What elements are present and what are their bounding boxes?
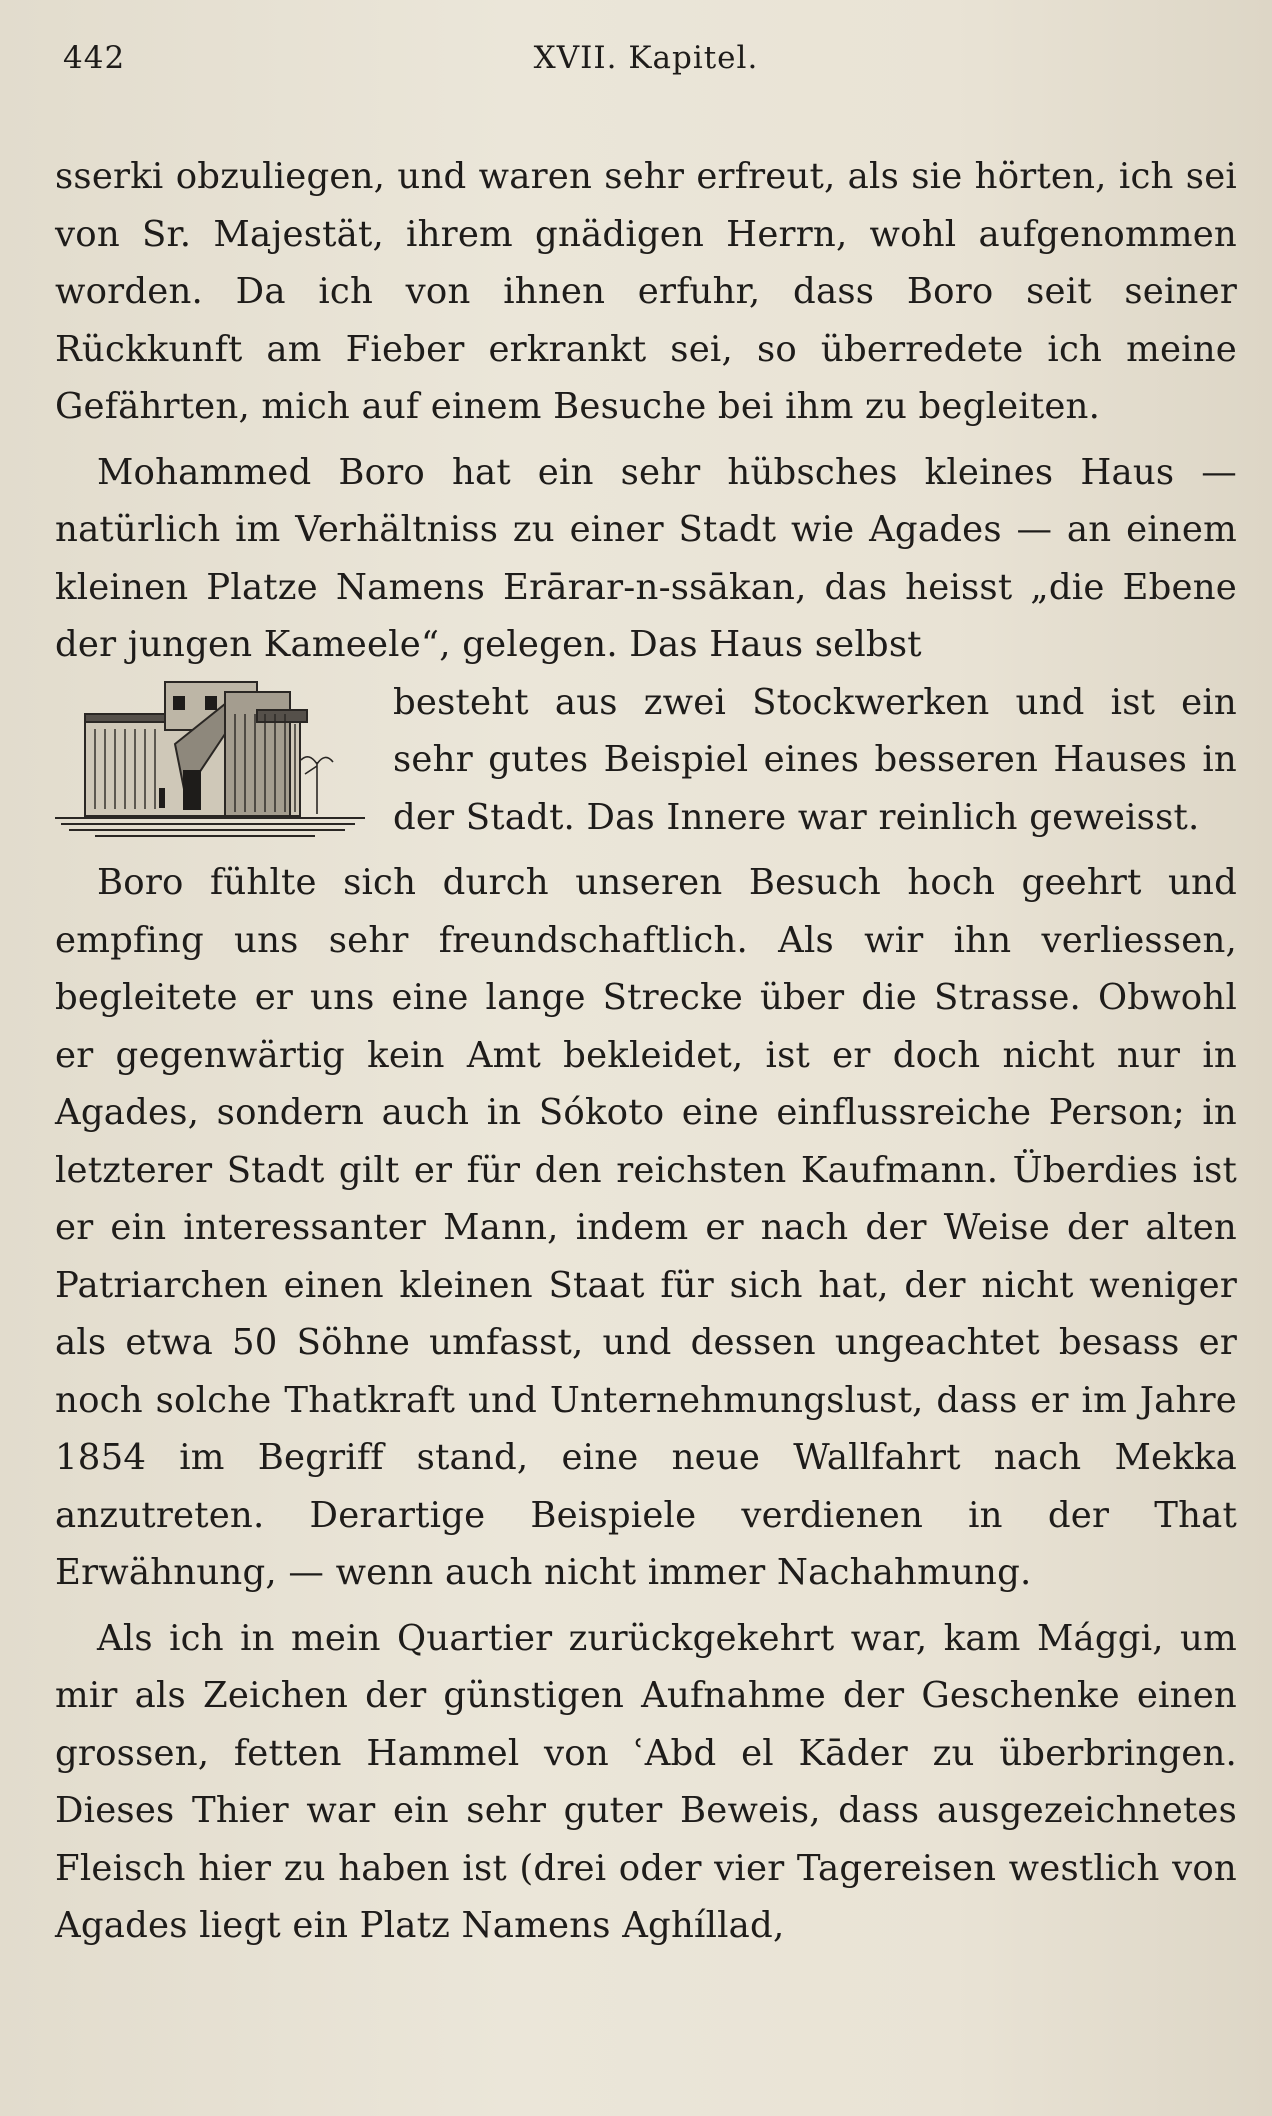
- house-figure: [55, 674, 365, 846]
- paragraph-4: Als ich in mein Quartier zurückgekehrt war, kam Mággi, um mir als Zeichen der günstigen Aufnahme der Geschenke einen grossen, fetten Hammel von ʿAbd el Kāder zu überbringen. Dieses Thier war ein sehr guter Beweis, dass ausgezeichnetes Fleisch hier zu haben ist (drei oder vier Tagereisen westlich von Agades liegt ein Platz Namens Aghíllad,: [55, 1617, 1237, 1946]
- house-engraving-icon: [55, 674, 365, 846]
- paragraph-3: Boro fühlte sich durch unseren Besuch hoch geehrt und empfing uns sehr freundschaftlich. Als wir ihn verliessen, begleitete er uns eine lange Strecke über die Strasse. Obwohl er gegenwärtig kein Amt bekleidet, ist er doch nicht nur in Agades, sondern auch in Sókoto eine einflussreiche Person; in letzterer Stadt gilt er für den reichsten Kaufmann. Überdies ist er ein interessanter Mann, indem er nach der Weise der alten Patriarchen einen kleinen Staat für sich hat, der nicht weniger als etwa 50 Söhne umfasst, und dessen ungeachtet besass er noch solche Thatkraft und Unternehmungslust, dass er im Jahre 1854 im Begriff stand, eine neue Wallfahrt nach Mekka anzutreten. Derartige Beispiele verdienen in der That Erwähnung, — wenn auch nicht immer Nachahmung.: [55, 862, 1237, 1593]
- paragraph-2-with-figure: [55, 674, 1237, 847]
- running-title: XVII. Kapitel.: [533, 40, 759, 76]
- paragraph-1: sserki obzuliegen, und waren sehr erfreut, als sie hörten, ich sei von Sr. Majestät, ihrem gnädigen Herrn, wohl aufgenommen worden. Da ich von ihnen erfuhr, dass Boro seit seiner Rückkunft am Fieber erkrankt sei, so überredete ich meine Gefährten, mich auf einem Besuche bei ihm zu begleiten.: [55, 156, 1237, 427]
- body-text: [55, 148, 1237, 1955]
- paragraph-2-continuation: besteht aus zwei Stockwerken und ist ein sehr gutes Beispiel eines besseren Hauses in der Stadt. Das Innere war reinlich geweisst.: [393, 681, 1237, 838]
- paragraph-2-intro: Mohammed Boro hat ein sehr hübsches kleines Haus — natürlich im Verhältniss zu einer Stadt wie Agades — an einem kleinen Platze Namens Erārar-n-ssākan, das heisst „die Ebene der jungen Kameele“, gelegen. Das Haus selbst: [55, 451, 1237, 665]
- page-number: 442: [63, 40, 126, 76]
- page-header: [55, 40, 1237, 100]
